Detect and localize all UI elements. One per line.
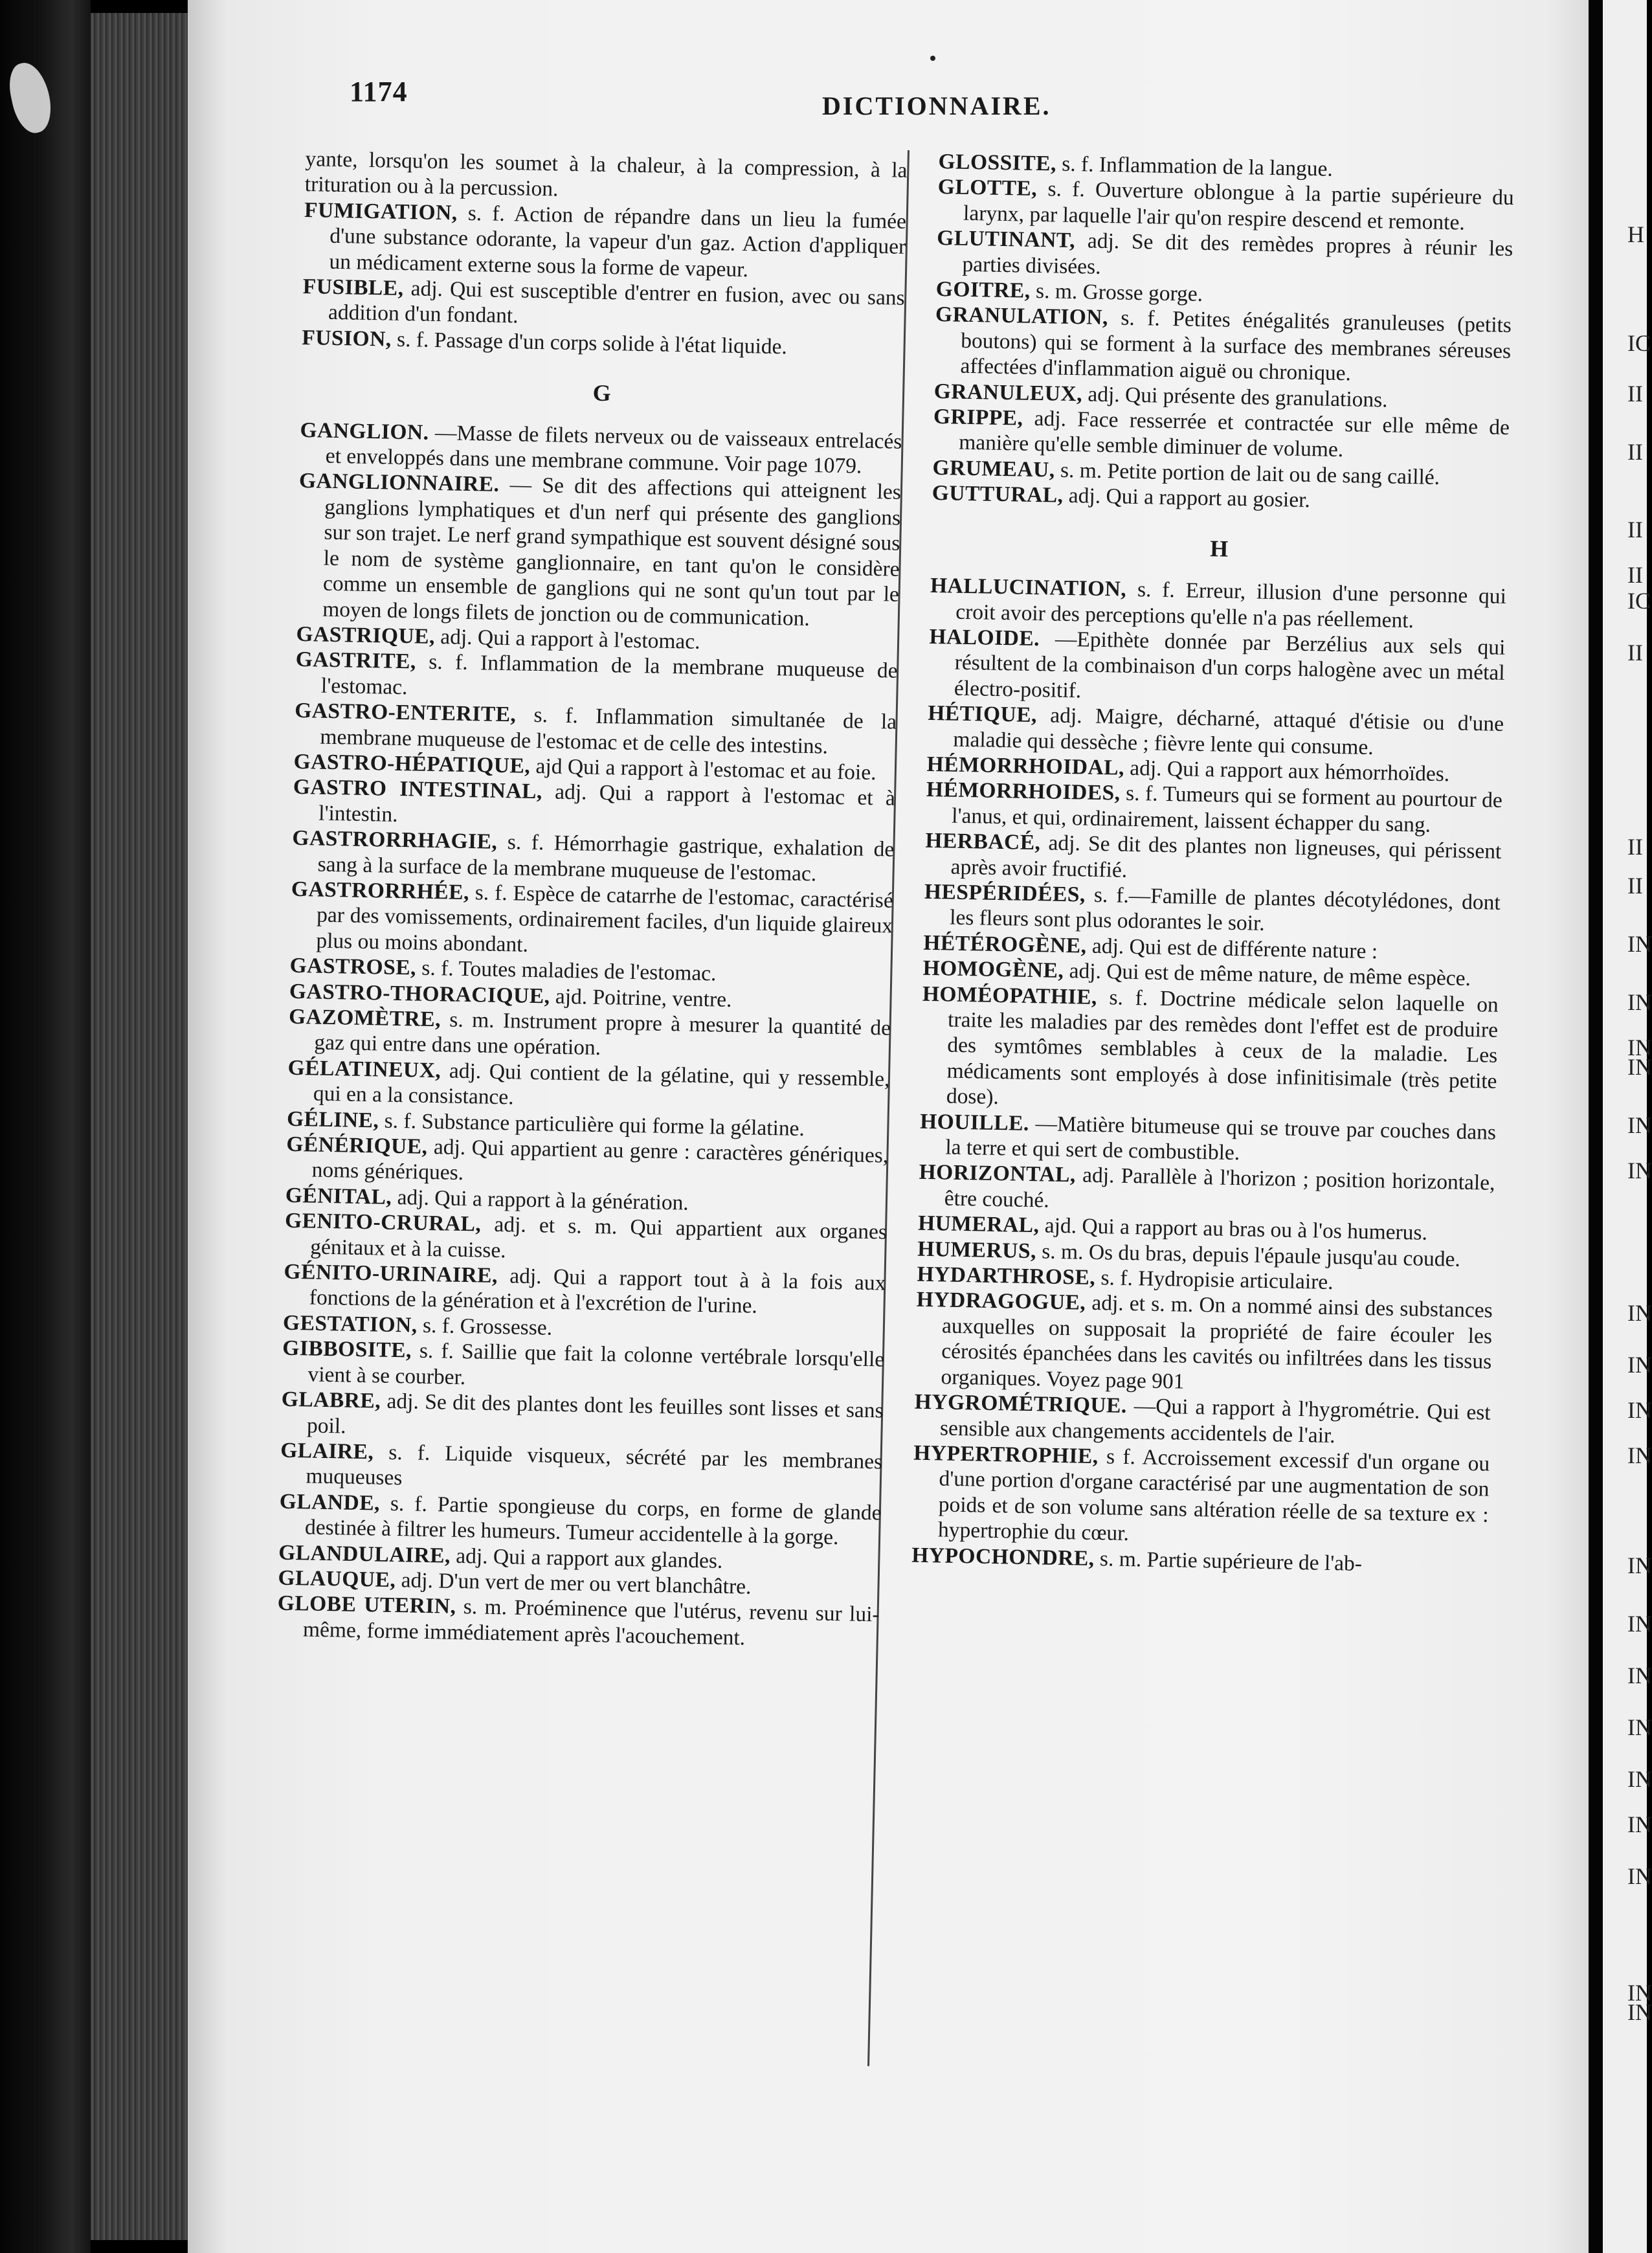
entry-headword: HUMERAL,	[917, 1211, 1040, 1238]
entry-definition: adj. Se dit des plantes non ligneuses, qui périssent après avoir fructifié.	[950, 831, 1502, 882]
entry-definition: s. f. Hydropisie articulaire.	[1095, 1266, 1334, 1295]
dictionary-entry	[934, 302, 1512, 389]
entry-headword: GLOBE UTERIN,	[277, 1591, 456, 1619]
entry-definition: adj. Qui contient de la gélatine, qui y ressemble, qui en a la consistance.	[313, 1059, 890, 1110]
entry-headword: FUMIGATION,	[304, 197, 458, 225]
entry-headword: GASTRO INTESTINAL,	[293, 775, 543, 804]
entry-definition: adj. Qui est de différente nature :	[1086, 934, 1378, 964]
entry-definition: adj. Face resserrée et contractée sur elle même de manière qu'elle semble diminuer de volume.	[958, 406, 1510, 462]
entry-headword: HYPOCHONDRE,	[911, 1543, 1095, 1571]
entry-definition: adj. et s. m. On a nommé ainsi des substances auxquelles on supposait la propriété de faire écouler les cérosités épanchées dans les cavités ou infiltrées dans les tissus organiques. Voyez page 901	[941, 1291, 1493, 1394]
entry-headword: GASTRITE,	[295, 647, 417, 674]
entry-definition: ajd. Poitrine, ventre.	[550, 984, 732, 1012]
entry-definition: —Epithète donnée par Berzélius aux sels qui résultent de la combinaison d'un corps halogène avec un métal électro-positif.	[954, 627, 1506, 703]
entry-definition: s. f. Liquide visqueux, sécrété par les membranes muqueuses	[306, 1440, 883, 1490]
entry-definition: ajd. Qui a rapport au bras ou à l'os humerus.	[1039, 1213, 1428, 1246]
entry-definition: s. f. Inflammation de la langue.	[1056, 151, 1334, 181]
facing-page-letter: II	[1627, 640, 1643, 666]
entry-definition: s. f. Action de répandre dans un lieu la fumée d'une substance odorante, la vapeur d'un gaz. Action d'appliquer un médicament externe sous la forme de vapeur.	[329, 201, 907, 282]
entry-definition: s. f. Petites énégalités granuleuses (petits boutons) qui se forment à la surface des membranes séreuses affectées d'inflammation aiguë ou chronique.	[960, 306, 1512, 386]
entry-definition: s. f. Hémorrhagie gastrique, exhalation de sang à la surface de la membrane muqueuse de l'estomac.	[317, 830, 895, 886]
facing-page-letter: IN	[1627, 1552, 1652, 1578]
dictionary-entry	[303, 197, 906, 286]
entry-headword: GASTRO-HÉPATIQUE,	[293, 749, 531, 778]
letter-heading-g: G	[592, 379, 612, 407]
entry-headword: GRUMEAU,	[932, 455, 1056, 482]
entry-definition: s. f. Espèce de catarrhe de l'estomac, caractérisé par des vomissements, ordinairement faciles, d'un liquide glaireux plus ou moins abondant.	[316, 880, 894, 957]
entry-definition: s. f.—Famille de plantes décotylédones, dont les fleurs sont plus odorantes le soir.	[949, 882, 1501, 936]
entry-definition: adj. Parallèle à l'horizon ; position horizontale, être couché.	[944, 1163, 1495, 1213]
entry-headword: GANGLION.	[300, 418, 429, 445]
entry-headword: FUSIBLE,	[302, 274, 404, 300]
entry-headword: GASTROSE,	[289, 953, 417, 980]
facing-page-letter: IN	[1627, 1352, 1652, 1378]
entry-definition: s. f. Doctrine médicale selon laquelle on traite les maladies par des remèdes dont l'effet est de produire des symtômes semblables à ceux de la maladie. Les médicaments sont employés à dose infinitisimale (très petite dose).	[946, 985, 1499, 1110]
facing-page-letter: IN	[1627, 1054, 1652, 1080]
entry-headword: GRANULEUX,	[933, 379, 1083, 406]
facing-page-letter: IN	[1627, 989, 1652, 1015]
entry-definition: adj. Qui a rapport au gosier.	[1063, 484, 1311, 513]
entry-headword: GLANDE,	[279, 1489, 381, 1516]
entry-definition: adj. Qui a rapport à la génération.	[391, 1185, 689, 1215]
entry-headword: GLUTINANT,	[937, 226, 1076, 253]
entry-headword: FUSION,	[301, 325, 392, 352]
entry-headword: GRIPPE,	[933, 404, 1023, 431]
dictionary-entry	[912, 1440, 1490, 1554]
right-column	[911, 149, 1515, 1579]
dictionary-entry	[921, 981, 1499, 1119]
entry-definition: adj. Qui a rapport aux hémorrhoïdes.	[1124, 756, 1450, 787]
entry-headword: GLANDULAIRE,	[278, 1540, 451, 1568]
entry-headword: GÉNITAL,	[285, 1183, 392, 1209]
facing-page-letter: IN	[1627, 1714, 1652, 1740]
entry-headword: GLAIRE,	[280, 1438, 374, 1464]
page-edges	[91, 13, 201, 2240]
entry-headword: GUTTURAL,	[932, 481, 1064, 508]
entries-g	[277, 418, 902, 1653]
entry-headword: GENITO-CRURAL,	[284, 1208, 482, 1237]
entry-headword: GLABRE,	[281, 1387, 381, 1413]
entry-definition: — Se dit des affections qui atteignent les ganglions lymphatiques et d'un nerf qui présente des ganglions sur son trajet. Le nerf grand sympathique est souvent désigné sous le nom de système ganglionnaire, en tant qu'on le considère comme un ensemble de ganglions qui ne sont qu'un tout par le moyen de longs filets de jonction ou de communication.	[322, 473, 902, 631]
facing-page-letter: IN	[1627, 1158, 1652, 1183]
entry-headword: HYGROMÉTRIQUE.	[914, 1389, 1128, 1418]
facing-page-letter: II	[1627, 517, 1643, 543]
entry-headword: HERBACÉ,	[925, 828, 1041, 855]
entry-headword: GASTRORRHAGIE,	[292, 825, 498, 855]
dictionary-entry	[296, 468, 901, 633]
entry-headword: GESTATION,	[282, 1310, 418, 1338]
entry-headword: HYDARTHROSE,	[917, 1262, 1096, 1290]
letter-heading-h: H	[1209, 535, 1229, 562]
facing-page-letter: IN	[1627, 1112, 1652, 1138]
entry-headword: GASTRIQUE,	[296, 622, 436, 649]
entry-definition: s. f. Passage d'un corps solide à l'état liquide.	[391, 327, 788, 359]
left-column	[277, 146, 908, 1653]
facing-page-letter: IN	[1627, 1980, 1652, 2006]
entry-headword: GANGLIONNAIRE.	[298, 469, 500, 497]
facing-page-letter: IN	[1627, 1300, 1652, 1326]
entry-definition: s. f. Grossesse.	[417, 1313, 553, 1340]
facing-page-letter: II	[1627, 562, 1643, 588]
entry-headword: GRANULATION,	[935, 302, 1109, 330]
entry-definition: adj. Qui appartient au genre : caractères génériques, noms génériques.	[311, 1134, 889, 1185]
entry-headword: HUMERUS,	[917, 1237, 1037, 1263]
entry-headword: GASTRO-ENTERITE,	[294, 698, 517, 727]
ink-dot	[930, 56, 935, 61]
facing-page-letter: II	[1627, 873, 1643, 899]
entry-definition: adj. Qui est susceptible d'entrer en fusion, avec ou sans addition d'un fondant.	[328, 276, 906, 328]
facing-page-letter: II	[1627, 381, 1643, 407]
entry-definition: adj. Qui a rapport à l'estomac et à l'intestin.	[318, 779, 896, 827]
entry-headword: GÉLINE,	[286, 1106, 379, 1133]
entries-g-continued	[932, 149, 1514, 517]
facing-page-letter: IN	[1627, 1999, 1652, 2025]
entry-definition: ajd Qui a rapport à l'estomac et au foie.	[530, 754, 876, 785]
continuation-text: yante, lorsqu'on les soumet à la chaleur, à la compression, à la trituration ou à la percussion.	[304, 146, 908, 201]
entry-headword: GASTRORRHÉE,	[291, 877, 470, 905]
running-head: DICTIONNAIRE.	[822, 91, 1051, 120]
facing-page-letter: IN	[1627, 1766, 1652, 1792]
facing-page-letter: IN	[1627, 1035, 1652, 1060]
entry-definition: —Matière bitumeuse qui se trouve par couches dans la terre et qui sert de combustible.	[945, 1111, 1497, 1165]
entry-definition: —Qui a rapport à l'hygrométrie. Qui est sensible aux changements accidentels de l'air.	[939, 1394, 1491, 1448]
entry-definition: adj. Maigre, décharné, attaqué d'étisie ou d'une maladie qui dessèche ; fièvre lente qui consume.	[953, 703, 1504, 759]
facing-page-letter: IN	[1627, 1397, 1652, 1423]
facing-page-letter: IN	[1627, 1863, 1652, 1889]
entry-definition: s. m. Os du bras, depuis l'épaule jusqu'au coude.	[1036, 1239, 1461, 1272]
entry-definition: s. m. Proéminence que l'utérus, revenu sur lui-même, forme immédiatement après l'acouchement.	[302, 1595, 880, 1650]
entry-definition: s. m. Partie supérieure de l'ab-	[1094, 1546, 1363, 1576]
facing-page-letter: H	[1627, 221, 1644, 247]
entry-definition: s. m. Petite portion de lait ou de sang caillé.	[1055, 458, 1440, 489]
book-shadow	[0, 0, 91, 2253]
entry-headword: HOMOGÈNE,	[922, 956, 1064, 983]
entry-headword: HALOIDE.	[929, 624, 1040, 651]
entries-f	[302, 197, 906, 362]
dictionary-entry	[928, 624, 1506, 712]
facing-page-letter: IN	[1627, 1611, 1652, 1637]
entry-headword: GÉLATINEUX,	[287, 1055, 441, 1083]
entry-headword: HALLUCINATION,	[930, 573, 1127, 601]
entry-definition: adj. Qui est de même nature, de même espèce.	[1063, 959, 1471, 991]
entry-definition: s. f. Ouverture oblongue à la partie supérieure du larynx, par laquelle l'air qu'on respire descend et remonte.	[963, 177, 1515, 235]
entry-headword: HESPÉRIDÉES,	[924, 879, 1086, 907]
entry-definition: adj. Qui présente des granulations.	[1082, 381, 1388, 412]
facing-page-letter: IN	[1627, 931, 1652, 957]
dictionary-entry	[290, 877, 893, 965]
entry-definition: s. m. Grosse gorge.	[1030, 278, 1203, 306]
entry-headword: HYPERTROPHIE,	[913, 1440, 1099, 1469]
entry-definition: s. f. Saillie que fait la colonne vertébrale lorsqu'elle vient à se courber.	[307, 1338, 885, 1389]
entry-headword: HÉMORRHOIDAL,	[926, 752, 1125, 780]
book-gutter	[1589, 0, 1603, 2253]
entry-headword: HÉMORRHOIDES,	[926, 778, 1121, 805]
facing-page-letter: IC	[1627, 330, 1651, 356]
entry-headword: HÉTIQUE,	[927, 701, 1038, 728]
entry-definition: s. f. Substance particulière qui forme la gélatine.	[378, 1108, 805, 1141]
entry-headword: GAZOMÈTRE,	[288, 1004, 441, 1032]
entry-headword: HOMÉOPATHIE,	[922, 981, 1098, 1009]
facing-page-letter: II	[1627, 834, 1643, 860]
entry-headword: GLAUQUE,	[278, 1565, 396, 1593]
entry-definition: s. f. Tumeurs qui se forment au pourtour de l'anus, et qui, ordinairement, laissent échapper du sang.	[951, 781, 1503, 837]
entry-headword: GÉNITO-URINAIRE,	[284, 1259, 498, 1288]
entry-headword: HOUILLE.	[919, 1109, 1030, 1136]
entries-h	[911, 573, 1506, 1579]
entry-headword: GIBBOSITE,	[282, 1336, 412, 1363]
entry-headword: GÉNÉRIQUE,	[286, 1132, 428, 1159]
dictionary-entry	[915, 1287, 1493, 1400]
facing-page-letter: IN	[1627, 1442, 1652, 1468]
entry-headword: HORIZONTAL,	[919, 1160, 1077, 1187]
entry-headword: GLOTTE,	[937, 175, 1038, 201]
facing-page-letter: IN	[1627, 1663, 1652, 1688]
entry-headword: HYDRAGOGUE,	[916, 1288, 1086, 1316]
facing-page-letter: IC	[1627, 588, 1651, 614]
entry-definition: adj. D'un vert de mer ou vert blanchâtre.	[395, 1568, 752, 1599]
facing-page-letter: IN	[1627, 1811, 1652, 1837]
entry-definition: adj. Qui a rapport tout à à la fois aux fonctions de la génération et à l'excrétion de l'urine.	[309, 1264, 886, 1319]
entry-definition: adj. et s. m. Qui appartient aux organes génitaux et à la cuisse.	[310, 1212, 887, 1262]
entry-headword: GASTRO-THORACIQUE,	[289, 979, 550, 1009]
entry-definition: s. f. Toutes maladies de l'estomac.	[416, 956, 717, 986]
entry-headword: GLOSSITE,	[938, 149, 1057, 176]
entry-definition: s. f. Inflammation de la membrane muqueuse de l'estomac.	[320, 649, 898, 699]
entry-definition: s. f. Erreur, illusion d'une personne qui croit avoir des perceptions qu'elle n'a pas réellement.	[955, 577, 1507, 633]
entry-definition: s. f. Inflammation simultanée de la membrane muqueuse de l'estomac et de celle des intestins.	[320, 702, 897, 759]
facing-page-letter: II	[1627, 439, 1643, 465]
entry-headword: GOITRE,	[935, 276, 1031, 303]
page-number: 1174	[350, 76, 408, 107]
entry-headword: HÉTÉROGÈNE,	[923, 930, 1087, 958]
entry-definition: adj. Qui a rapport à l'estomac.	[434, 624, 700, 654]
entry-definition: adj. Se dit des plantes dont les feuilles sont lisses et sans poil.	[306, 1389, 884, 1439]
entry-definition: s. m. Instrument propre à mesurer la quantité de gaz qui entre dans une opération.	[314, 1007, 891, 1060]
entry-definition: —Masse de filets nerveux ou de vaisseaux entrelacés et enveloppés dans une membrane commune. Voir page 1079.	[325, 420, 902, 478]
entry-definition: adj. Se dit des remèdes propres à réunir les parties divisées.	[962, 229, 1513, 279]
entry-definition: adj. Qui a rapport aux glandes.	[450, 1543, 723, 1573]
entry-definition: s f. Accroissement excessif d'un organe ou d'une portion d'organe caractérisé par une augmentation de son poids et de son volume sans altération réelle de sa texture ex : hypertrophie du cœur.	[937, 1444, 1490, 1546]
entry-definition: s. f. Partie spongieuse du corps, en forme de glande destinée à filtrer les humeurs. Tumeur accidentelle à la gorge.	[304, 1491, 882, 1550]
